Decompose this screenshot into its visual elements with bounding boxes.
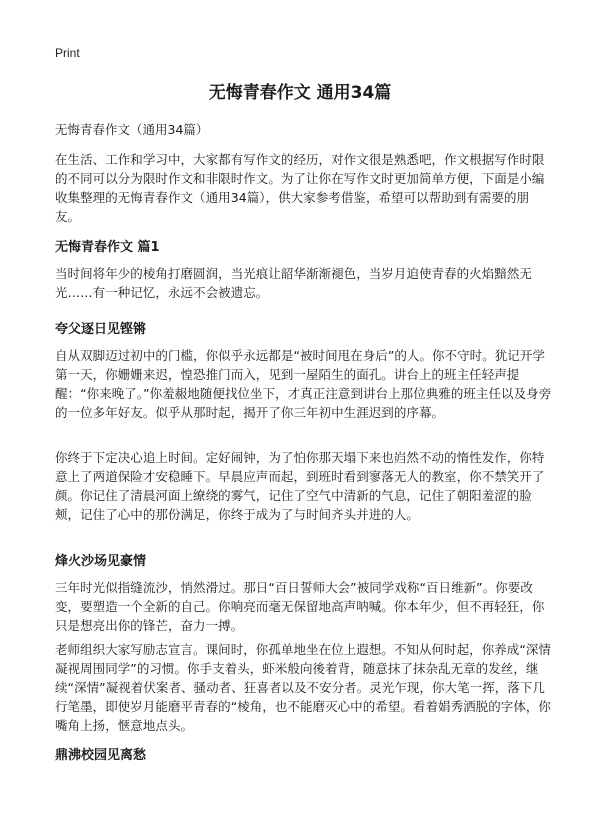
document-subtitle: 无悔青春作文（通用34篇） — [55, 122, 209, 137]
intro-paragraph: 在生活、工作和学习中，大家都有写作文的经历，对作文很是熟悉吧，作文根据写作时限的不同可以分为限时作文和非限时作文。为了让你在写作文时更加简单方便，下面是小编收集整理的无悔青春作文（通用34篇），供大家参考借鉴，希望可以帮助到有需要的朋友。 — [55, 152, 545, 224]
section-heading: 夸父逐日见铿锵 — [55, 322, 147, 337]
section-heading: 烽火沙场见豪情 — [55, 554, 147, 569]
body-paragraph: 你终于下定决心追上时间。定好闹钟，为了怕你那天塌下来也岿然不动的惰性发作，你特意上了两道保险才安稳睡下。早晨应声而起，到班时看到寥落无人的教室，你不禁笑开了颜。你记住了清晨河面上缭绕的雾气，记住了空气中清新的气息，记住了朝阳羞涩的脸颊，记住了心中的那份满足，你终于成为了与时间齐头并进的人。 — [55, 450, 545, 522]
section-heading: 鼎沸校园见离愁 — [55, 748, 147, 763]
print-link[interactable]: Print — [55, 46, 80, 60]
body-paragraph: 自从双脚迈过初中的门槛，你似乎永远都是“被时间甩在身后”的人。你不守时。犹记开学第一天，你姗姗来迟，惶恐推门而入，见到一屋陌生的面孔。讲台上的班主任轻声提醒：“你来晚了。”你羞赧地随便找位坐下，才真正注意到讲台上那位典雅的班主任以及身旁的一位多年好友。似乎从那时起，揭开了你三年初中生涯迟到的序幕。 — [55, 348, 552, 420]
body-paragraph: 三年时光似指缝流沙，悄然滑过。那日“百日誓师大会”被同学戏称“百日维新”。你要改变，要塑造一个全新的自己。你响亮而毫无保留地高声呐喊。你本年少，但不再轻狂，你只是想亮出你的锋芒，奋力一搏。 — [55, 580, 545, 633]
body-paragraph: 老师组织大家写励志宣言。课间时，你孤单地坐在位上遐想。不知从何时起，你养成“深情凝视周围同学”的习惯。你手支着头，虾米般向後着背，随意抹了抹杂乱无章的发丝，继续“深情”凝视着伏案者、骚动者、狂喜者以及不安分者。灵光乍现，你大笔一挥，落下几行笔墨，即使岁月能磨平青春的“棱角，也不能磨灭心中的希望。看着娟秀洒脱的字体，你嘴角上扬，惬意地点头。 — [55, 642, 551, 733]
article-intro-paragraph: 当时间将年少的棱角打磨圆润，当光痕让韶华渐渐褪色，当岁月迫使青春的火焰黯然无光……有一种记忆，永远不会被遗忘。 — [55, 266, 532, 300]
article-heading: 无悔青春作文 篇1 — [55, 240, 160, 255]
page-title: 无悔青春作文 通用34篇 — [208, 83, 392, 103]
